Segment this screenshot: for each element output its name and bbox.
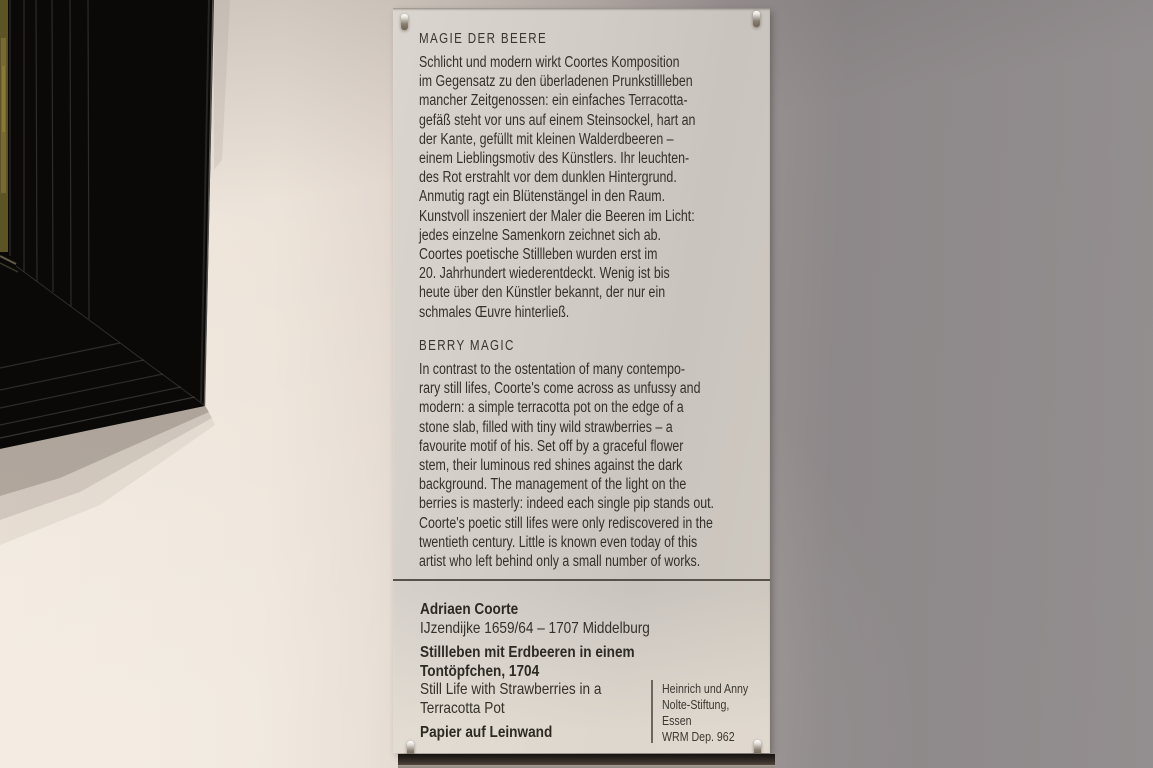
museum-label xyxy=(393,8,770,753)
artwork-title-block xyxy=(420,644,635,718)
artist-name: Adriaen Coorte xyxy=(420,601,519,618)
mounting-pin-top-left xyxy=(401,14,408,30)
artwork-title-english: Still Life with Strawberries in a Terracotta Pot xyxy=(420,681,602,717)
picture-frame xyxy=(0,0,232,552)
paragraph-english: In contrast to the ostentation of many contempo- rary still lifes, Coorte's come across as unfussy and modern: a simple terracotta pot on the edge of a stone slab, filled with tiny wild strawberries – a favourite motif of his. Set off by a graceful flower stem, their luminous red shines against the dark background. The management of the light on the berries is masterly: indeed each single pip stands out. Coorte's poetic still lifes were only rediscovered in the twentieth century. Little is known even today of this artist who left behind only a small number of works. xyxy=(419,361,715,571)
artist-dates: IJzendijke 1659/64 – 1707 Middelburg xyxy=(420,620,650,637)
artwork-title-german: Stillleben mit Erdbeeren in einem Tontöpfchen, 1704 xyxy=(420,644,635,680)
heading-german: MAGIE DER BEERE xyxy=(419,31,548,47)
credit-divider-line xyxy=(651,680,653,743)
paragraph-german: Schlicht und modern wirkt Coortes Komposition im Gegensatz zu den überladenen Prunkstillleben mancher Zeitgenossen: ein einfaches Terracotta- gefäß steht vor uns auf einem Steinsockel, hart an der Kante, gefüllt mit kleinen Walderdbeeren – einem Lieblingsmotiv des Künstlers. Ihr leuchten- des Rot erstrahlt vor dem dunklen Hintergrund. Anmutig ragt ein Blütenstängel in den Raum. Kunstvoll inszeniert der Maler die Beeren im Licht: jedes einzelne Samenkorn zeichnet sich ab. Coortes poetische Stillleben wurden erst im 20. Jahrhundert wiederentdeckt. Wenig ist bis heute über den Künstler bekannt, der nur ein schmales Œuvre hinterließ. xyxy=(419,54,696,321)
lower-frame-edge xyxy=(398,754,775,765)
painting-edge xyxy=(0,0,8,252)
separator-line xyxy=(393,579,770,581)
heading-english: BERRY MAGIC xyxy=(419,338,515,354)
artist-block xyxy=(420,600,650,638)
artwork-medium: Papier auf Leinwand xyxy=(420,724,553,741)
credit-column: Heinrich und Anny Nolte-Stiftung, Essen WRM Dep. 962 xyxy=(662,682,749,744)
mounting-pin-top-right xyxy=(753,11,760,27)
